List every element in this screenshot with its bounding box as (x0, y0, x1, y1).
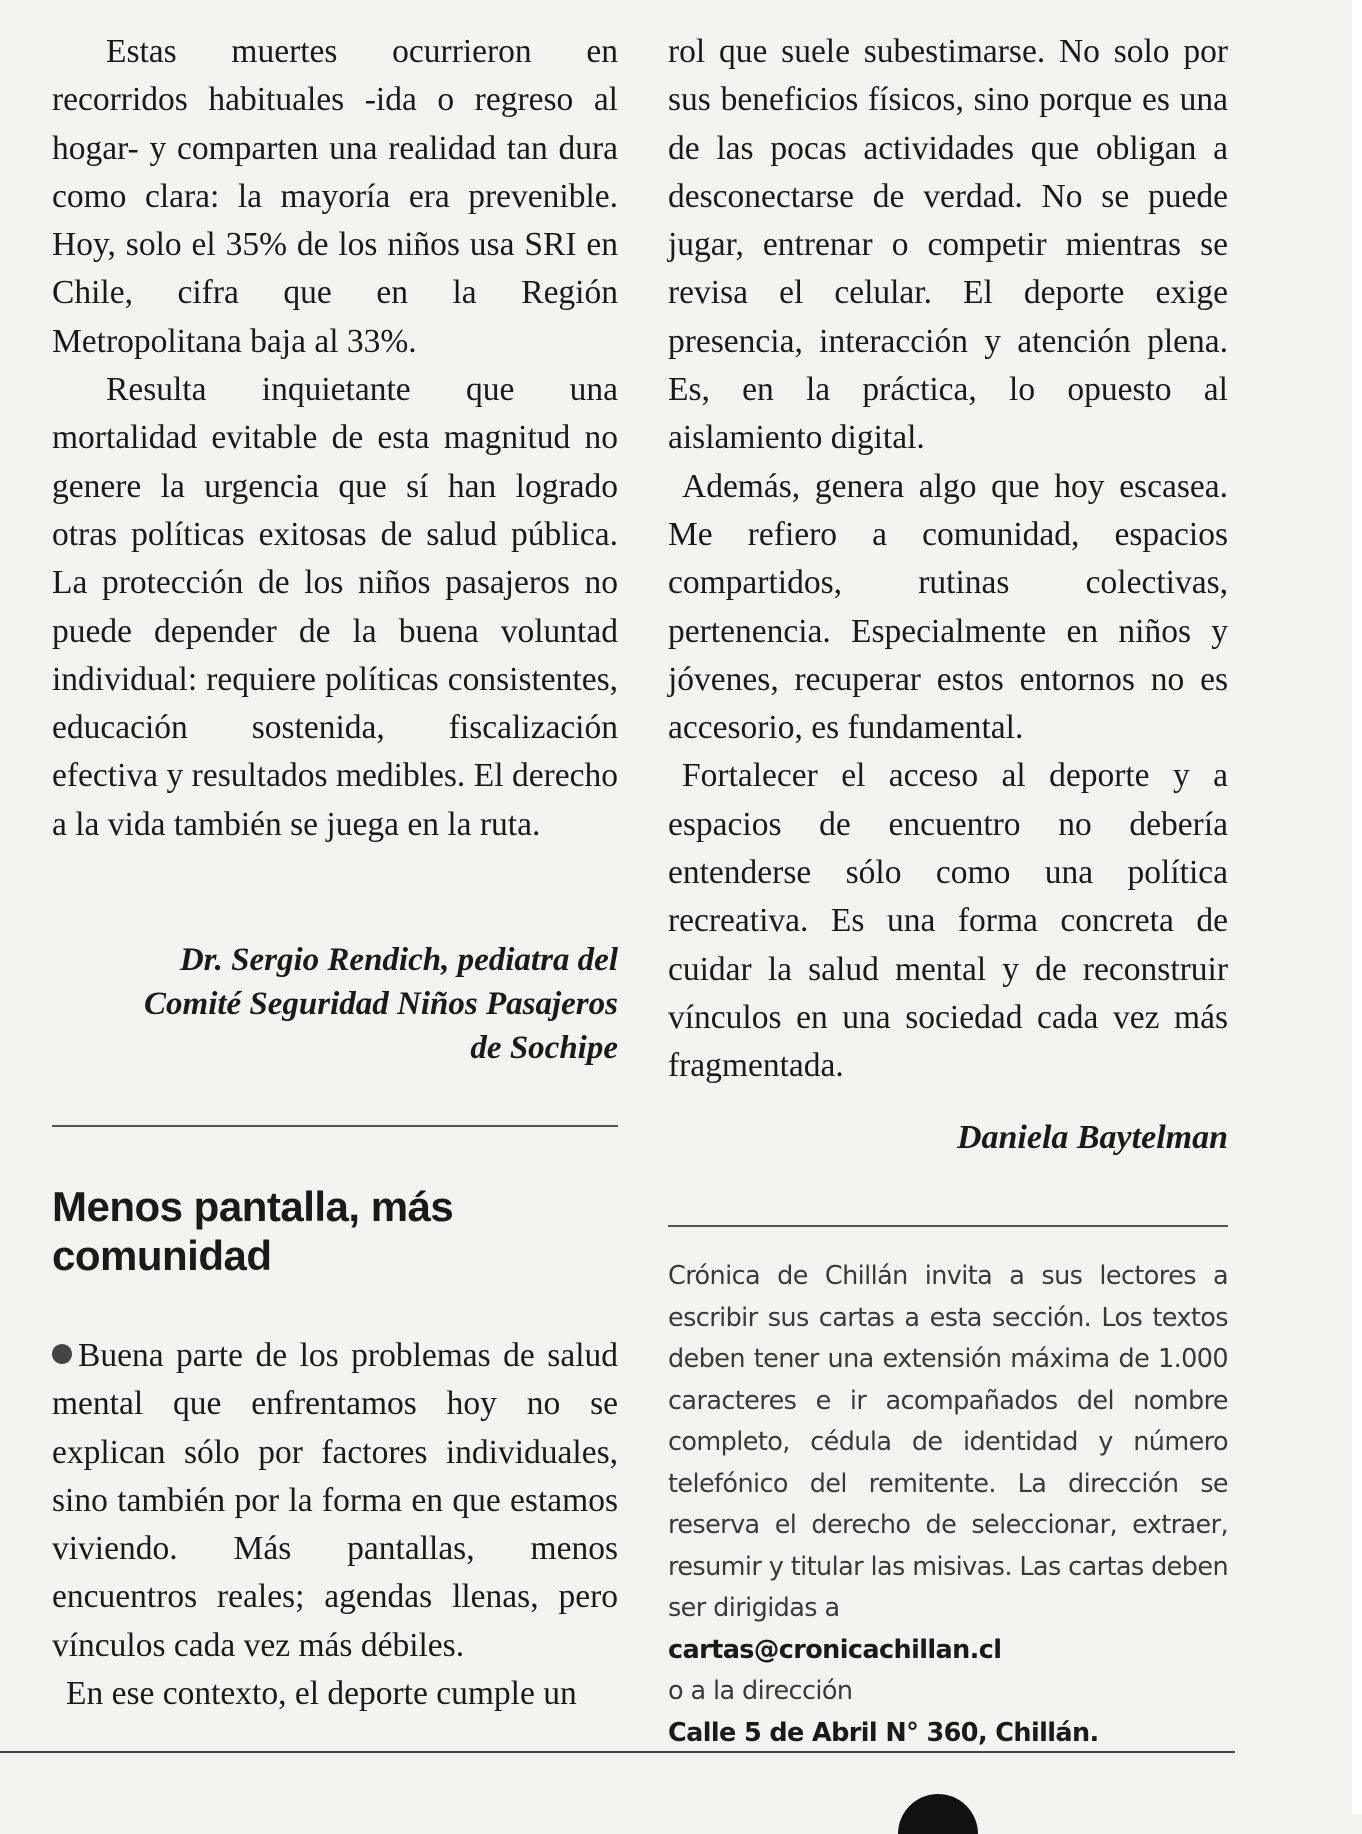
letter2-paragraph-4: Fortalecer el acceso al deporte y a espacios de encuentro no debería entenderse sólo como una política recreativa. Es una forma concreta de cuidar la salud mental y de reconstruir vínculos en una sociedad cada vez más fragmentada. (668, 757, 1228, 1085)
letter2-headline (52, 1182, 618, 1280)
page-bottom-rule (0, 1751, 1235, 1753)
paragraph-text: Buena parte de los problemas de salud mental que enfrentamos hoy no se explican sólo por factores individuales, sino también por la forma en que estamos viviendo. Más pantallas, menos encuentros reales; agendas llenas, pero vínculos cada vez más débiles. (52, 1337, 618, 1664)
info-or-address: o a la dirección (668, 1676, 853, 1706)
letter2-signature: Daniela Baytelman (956, 1119, 1228, 1156)
section-divider (52, 1125, 618, 1127)
right-column (668, 28, 1228, 1091)
section-divider (668, 1225, 1228, 1227)
signature-line: de Sochipe (470, 1030, 618, 1066)
info-email: cartas@cronicachillan.cl (668, 1634, 1002, 1665)
letter1-signature (52, 938, 618, 1070)
headline-line: comunidad (52, 1232, 272, 1279)
info-box (668, 1256, 1228, 1754)
letter2-paragraph-continued: rol que suele subestimarse. No solo por sus beneficios físicos, sino porque es una de las pocas actividades que obligan a desconectarse de verdad. No se puede jugar, entrenar o competir mientras se revisa el celular. El deporte exige presencia, interacción y atención plena. Es, en la práctica, lo opuesto al aislamiento digital. (668, 33, 1228, 457)
bullet-icon (52, 1344, 72, 1364)
headline-line: Menos pantalla, más (52, 1183, 454, 1230)
info-text: Crónica de Chillán invita a sus lectores a escribir sus cartas a esta sección. Los textos deben tener una extensión máxima de 1.000 caracteres e ir acompañados del nombre completo, cédula de identidad y número telefónico del remitente. La dirección se reserva el derecho de seleccionar, extraer, resumir y titular las misivas. Las cartas deben ser dirigidas a (668, 1261, 1229, 1623)
letter1-paragraph-1: Estas muertes ocurrieron en recorridos habituales -ida o regreso al hogar- y comparten una realidad tan dura como clara: la mayoría era prevenible. Hoy, solo el 35% de los niños usa SRI en Chile, cifra que en la Región Metropolitana baja al 33%. (52, 33, 618, 360)
letter2-left-body (52, 1332, 618, 1718)
letter2-paragraph-2: En ese contexto, el deporte cumple un (66, 1675, 577, 1713)
letter1-paragraph-2: Resulta inquietante que una mortalidad evitable de esta magnitud no genere la urgencia que sí han logrado otras políticas exitosas de salud pública. La protección de los niños pasajeros no puede depender de la buena voluntad individual: requiere políticas consistentes, educación sostenida, fiscalización efectiva y resultados medibles. El derecho a la vida también se juega en la ruta. (52, 371, 618, 843)
letter2-paragraph-3: Además, genera algo que hoy escasea. Me refiero a comunidad, espacios compartidos, rutinas colectivas, pertenencia. Especialmente en niños y jóvenes, recuperar estos entornos no es accesorio, es fundamental. (668, 467, 1228, 747)
letter2-paragraph-1 (52, 1332, 618, 1670)
left-column (52, 28, 618, 849)
page-edge (1352, 0, 1362, 1814)
info-address: Calle 5 de Abril N° 360, Chillán. (668, 1717, 1099, 1748)
page-number-badge (898, 1794, 978, 1834)
signature-line: Dr. Sergio Rendich, pediatra del (179, 942, 618, 978)
signature-line: Comité Seguridad Niños Pasajeros (144, 986, 618, 1022)
